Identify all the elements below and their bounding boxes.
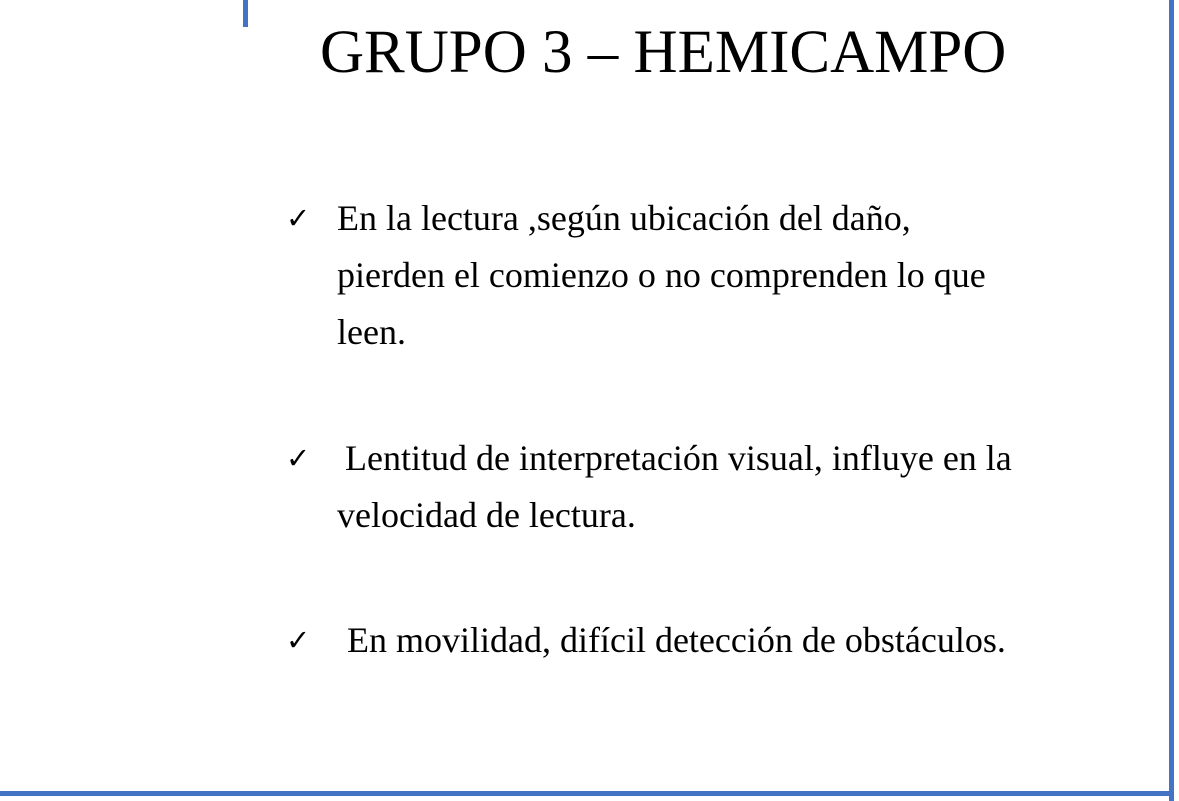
bullet-item (286, 430, 1012, 544)
slide-edge-right (1169, 0, 1174, 801)
bullet-text (337, 190, 986, 361)
bullet-line: velocidad de lectura. (337, 495, 636, 535)
slide-edge-top-dash (243, 0, 248, 27)
bullet-line: En la lectura ,según ubicación del daño, (337, 198, 911, 238)
checkmark-icon: ✓ (286, 623, 311, 657)
bullet-line: Lentitud de interpretación visual, influye en la (345, 438, 1012, 478)
bullet-text (337, 612, 1006, 669)
bullet-text (337, 430, 1012, 544)
checkmark-icon: ✓ (286, 441, 311, 475)
slide-title: GRUPO 3 – HEMICAMPO (320, 19, 1007, 86)
slide-edge-bottom (0, 791, 1174, 796)
checkmark-icon: ✓ (286, 201, 311, 235)
bullet-line: leen. (337, 312, 406, 352)
bullet-item (286, 190, 986, 361)
bullet-line: En movilidad, difícil detección de obstáculos. (347, 620, 1006, 660)
bullet-line: pierden el comienzo o no comprenden lo que (337, 255, 986, 295)
bullet-item (286, 612, 1006, 669)
